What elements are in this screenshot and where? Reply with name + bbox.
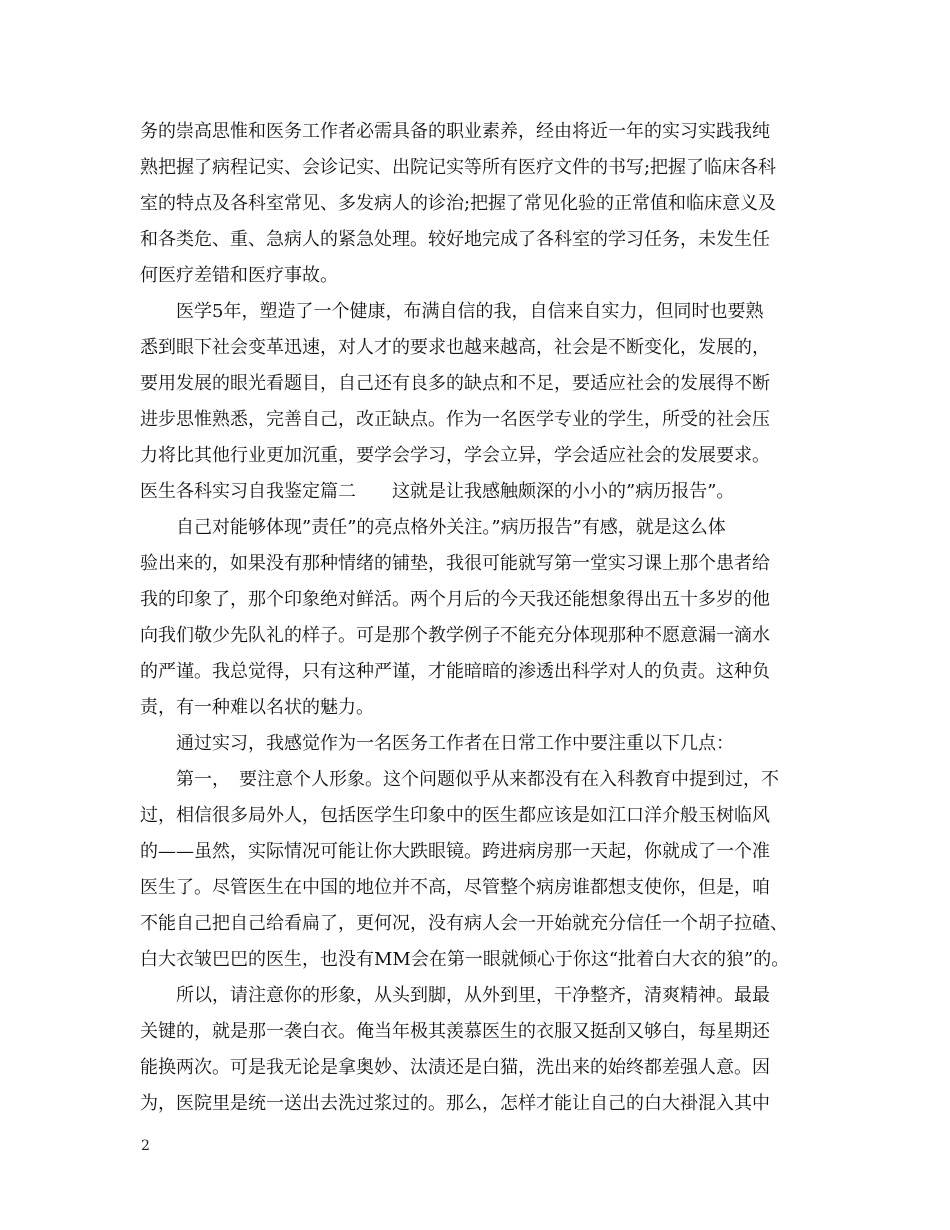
text-line: 通过实习，我感觉作为一名医务工作者在日常工作中要注重以下几点：	[176, 733, 734, 754]
text-line: 要用发展的眼光看题目，自己还有良多的缺点和不足，要适应社会的发展得不断	[140, 373, 770, 394]
text-line: 所以，请注意你的形象，从头到脚，从外到里，干净整齐，清爽精神。最最	[176, 985, 770, 1006]
text-line: 自己对能够体现”责任”的亮点格外关注。”病历报告”有感，就是这么体	[176, 517, 726, 538]
text-line: 为，医院里是统一送出去洗过浆过的。那么，怎样才能让自己的白大褂混入其中	[140, 1093, 770, 1114]
text-line: 不能自己把自己给看扁了，更何况，没有病人会一开始就充分信任一个胡子拉碴、	[140, 913, 788, 934]
text-line: 力将比其他行业更加沉重，要学会学习，学会立异，学会适应社会的发展要求。	[140, 445, 770, 466]
text-line: 的——虽然，实际情况可能让你大跌眼镜。跨进病房那一天起，你就成了一个准	[140, 841, 770, 862]
text-line: 我的印象了，那个印象绝对鲜活。两个月后的今天我还能想象得出五十多岁的他	[140, 589, 770, 610]
text-line: 责，有一种难以名状的魅力。	[140, 697, 374, 718]
text-line: 验出来的，如果没有那种情绪的铺垫，我很可能就写第一堂实习课上那个患者给	[140, 553, 770, 574]
text-line: 和各类危、重、急病人的紧急处理。较好地完成了各科室的学习任务，未发生任	[140, 229, 770, 250]
text-line: 白大衣皱巴巴的医生，也没有MM会在第一眼就倾心于你这“批着白大衣的狼”的。	[140, 949, 790, 970]
text-line: 的严谨。我总觉得，只有这种严谨，才能暗暗的渗透出科学对人的负责。这种负	[140, 661, 770, 682]
text-line: 关键的，就是那一袭白衣。俺当年极其羡慕医生的衣服又挺刮又够白，每星期还	[140, 1021, 770, 1042]
text-line: 室的特点及各科室常见、多发病人的诊治;把握了常见化验的正常值和临床意义及	[140, 193, 777, 214]
text-line: 悉到眼下社会变革迅速，对人才的要求也越来越高，社会是不断变化，发展的，	[140, 337, 770, 358]
text-line: 务的崇高思惟和医务工作者必需具备的职业素养，经由将近一年的实习实践我纯	[140, 121, 770, 142]
text-line: 医生了。尽管医生在中国的地位并不高，尽管整个病房谁都想支使你，但是，咱	[140, 877, 770, 898]
text-line: 医学5年，塑造了一个健康，布满自信的我，自信来自实力，但同时也要熟	[176, 301, 764, 322]
text-line: 过，相信很多局外人，包括医学生印象中的医生都应该是如江口洋介般玉树临风	[140, 805, 770, 826]
text-line: 能换两次。可是我无论是拿奥妙、汰渍还是白猫，洗出来的始终都差强人意。因	[140, 1057, 770, 1078]
page-number: 2	[141, 1138, 150, 1154]
text-line: 进步思惟熟悉，完善自己，改正缺点。作为一名医学专业的学生，所受的社会压	[140, 409, 770, 430]
text-line: 医生各科实习自我鉴定篇二 这就是让我感触颇深的小小的”病历报告”。	[140, 481, 735, 502]
text-line: 第一， 要注意个人形象。这个问题似乎从来都没有在入科教育中提到过，不	[176, 769, 779, 790]
text-line: 向我们敬少先队礼的样子。可是那个教学例子不能充分体现那种不愿意漏一滴水	[140, 625, 770, 646]
body-text	[140, 114, 820, 1122]
text-line: 何医疗差错和医疗事故。	[140, 265, 338, 286]
text-line: 熟把握了病程记实、会诊记实、出院记实等所有医疗文件的书写;把握了临床各科	[140, 157, 777, 178]
